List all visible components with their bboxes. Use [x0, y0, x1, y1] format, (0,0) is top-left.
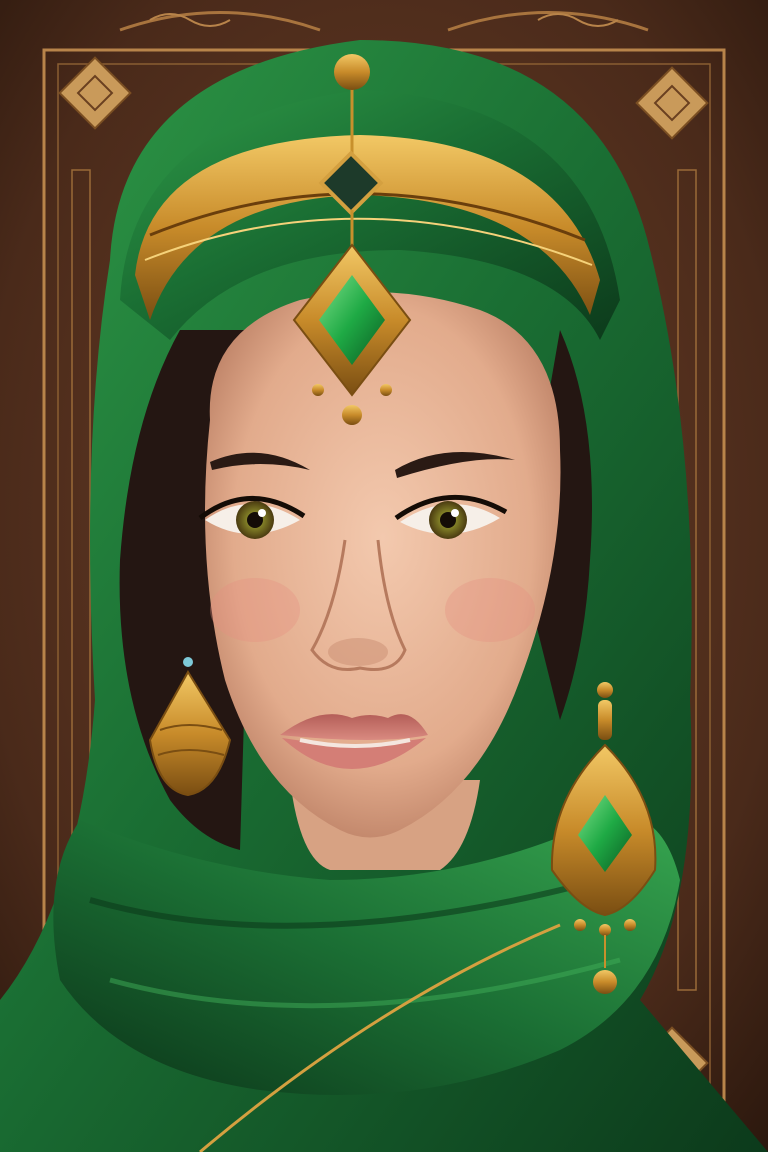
cheek-left	[210, 578, 300, 642]
cheek-right	[445, 578, 535, 642]
nose-tip	[328, 638, 388, 666]
